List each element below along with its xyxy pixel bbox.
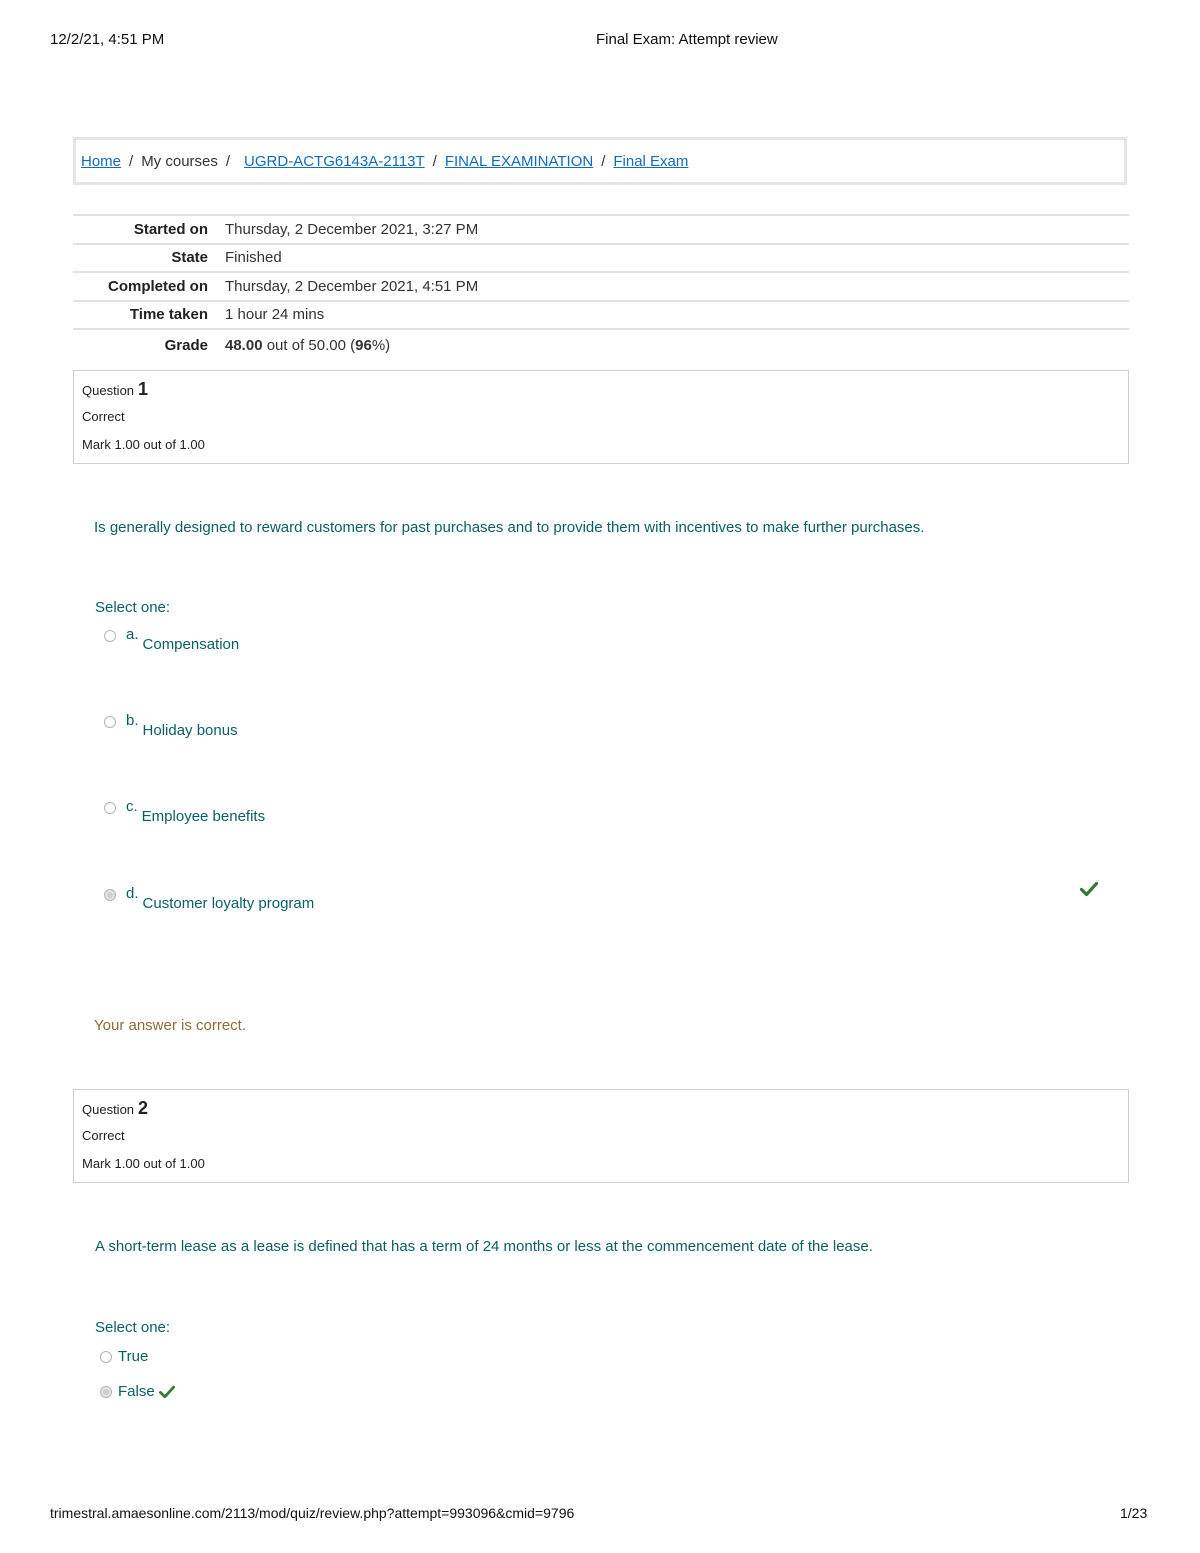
grade-percent: 96 xyxy=(355,336,372,354)
grade-percent-sign: %) xyxy=(371,336,391,354)
summary-label: Completed on xyxy=(108,277,208,295)
question-status: Correct xyxy=(82,1128,125,1143)
breadcrumb-separator: / xyxy=(432,152,437,170)
question-mark: Mark 1.00 out of 1.00 xyxy=(82,437,205,452)
radio-icon[interactable] xyxy=(104,889,116,901)
option-letter: b. xyxy=(126,712,139,729)
question-status: Correct xyxy=(82,409,125,424)
question-2-info xyxy=(73,1089,1129,1183)
summary-value: Finished xyxy=(225,249,282,267)
print-page-number: 1/23 xyxy=(1120,1505,1148,1521)
option-text: True xyxy=(118,1348,149,1365)
radio-icon[interactable] xyxy=(100,1386,112,1398)
breadcrumb-course-link[interactable]: UGRD-ACTG6143A-2113T xyxy=(244,152,425,170)
breadcrumb-section-link[interactable]: FINAL EXAMINATION xyxy=(444,152,594,170)
summary-row-started xyxy=(73,214,1129,243)
radio-icon[interactable] xyxy=(104,630,116,642)
question-number: 1 xyxy=(138,379,149,399)
summary-value: Thursday, 2 December 2021, 4:51 PM xyxy=(225,277,479,295)
question-label: Question xyxy=(82,1102,135,1117)
summary-row-state xyxy=(73,243,1129,272)
radio-icon[interactable] xyxy=(104,716,116,728)
print-url: trimestral.amaesonline.com/2113/mod/quiz/review.php?attempt=993096&cmid=9796 xyxy=(50,1505,575,1521)
answer-option-b[interactable] xyxy=(104,712,238,739)
breadcrumb-separator: / xyxy=(129,152,134,170)
answer-option-false[interactable] xyxy=(100,1383,175,1400)
summary-value: Thursday, 2 December 2021, 3:27 PM xyxy=(225,220,479,238)
summary-row-grade xyxy=(73,328,1129,360)
answer-option-a[interactable] xyxy=(104,626,240,653)
summary-label: State xyxy=(171,249,208,267)
print-datetime: 12/2/21, 4:51 PM xyxy=(50,31,165,48)
option-text: Customer loyalty program xyxy=(142,895,315,912)
breadcrumb-separator: / xyxy=(601,152,606,170)
question-mark: Mark 1.00 out of 1.00 xyxy=(82,1156,205,1171)
grade-out-of: out of 50.00 ( xyxy=(266,336,356,354)
answer-option-d[interactable] xyxy=(104,885,315,912)
answer-option-c[interactable] xyxy=(104,798,266,825)
check-icon xyxy=(1080,881,1098,902)
option-letter: c. xyxy=(126,798,138,815)
breadcrumb-my-courses: My courses xyxy=(141,152,218,170)
print-title: Final Exam: Attempt review xyxy=(596,31,778,48)
summary-label: Started on xyxy=(133,220,208,238)
option-letter: d. xyxy=(126,885,139,902)
question-1-info xyxy=(73,370,1129,464)
question-1-text: Is generally designed to reward customers for past purchases and to provide them with incentives to make further purchases. xyxy=(94,519,925,536)
option-text: Compensation xyxy=(142,636,240,653)
answer-feedback: Your answer is correct. xyxy=(94,1017,247,1034)
summary-value: 1 hour 24 mins xyxy=(225,306,325,324)
grade-score: 48.00 xyxy=(225,336,263,354)
radio-icon[interactable] xyxy=(100,1351,112,1363)
breadcrumb-separator: / xyxy=(225,152,231,170)
grade-value xyxy=(225,337,390,354)
select-one-label: Select one: xyxy=(95,599,171,616)
summary-label: Grade xyxy=(164,336,208,354)
summary-row-completed xyxy=(73,271,1129,300)
question-number: 2 xyxy=(138,1098,149,1118)
breadcrumb-home-link[interactable]: Home xyxy=(81,152,122,170)
answer-option-true[interactable] xyxy=(100,1348,148,1365)
breadcrumb xyxy=(73,137,1127,185)
select-one-label: Select one: xyxy=(95,1319,171,1336)
radio-icon[interactable] xyxy=(104,802,116,814)
attempt-summary-table xyxy=(73,214,1129,360)
option-text: Employee benefits xyxy=(141,808,266,825)
option-text: Holiday bonus xyxy=(142,722,238,739)
option-text: False xyxy=(118,1383,155,1400)
summary-label: Time taken xyxy=(129,306,208,324)
summary-row-time-taken xyxy=(73,300,1129,329)
option-letter: a. xyxy=(126,626,139,643)
question-label: Question xyxy=(82,383,135,398)
check-icon xyxy=(159,1385,175,1399)
question-2-text: A short-term lease as a lease is defined that has a term of 24 months or less at the commencement date of the lease. xyxy=(95,1238,873,1255)
breadcrumb-quiz-link[interactable]: Final Exam xyxy=(613,152,689,170)
